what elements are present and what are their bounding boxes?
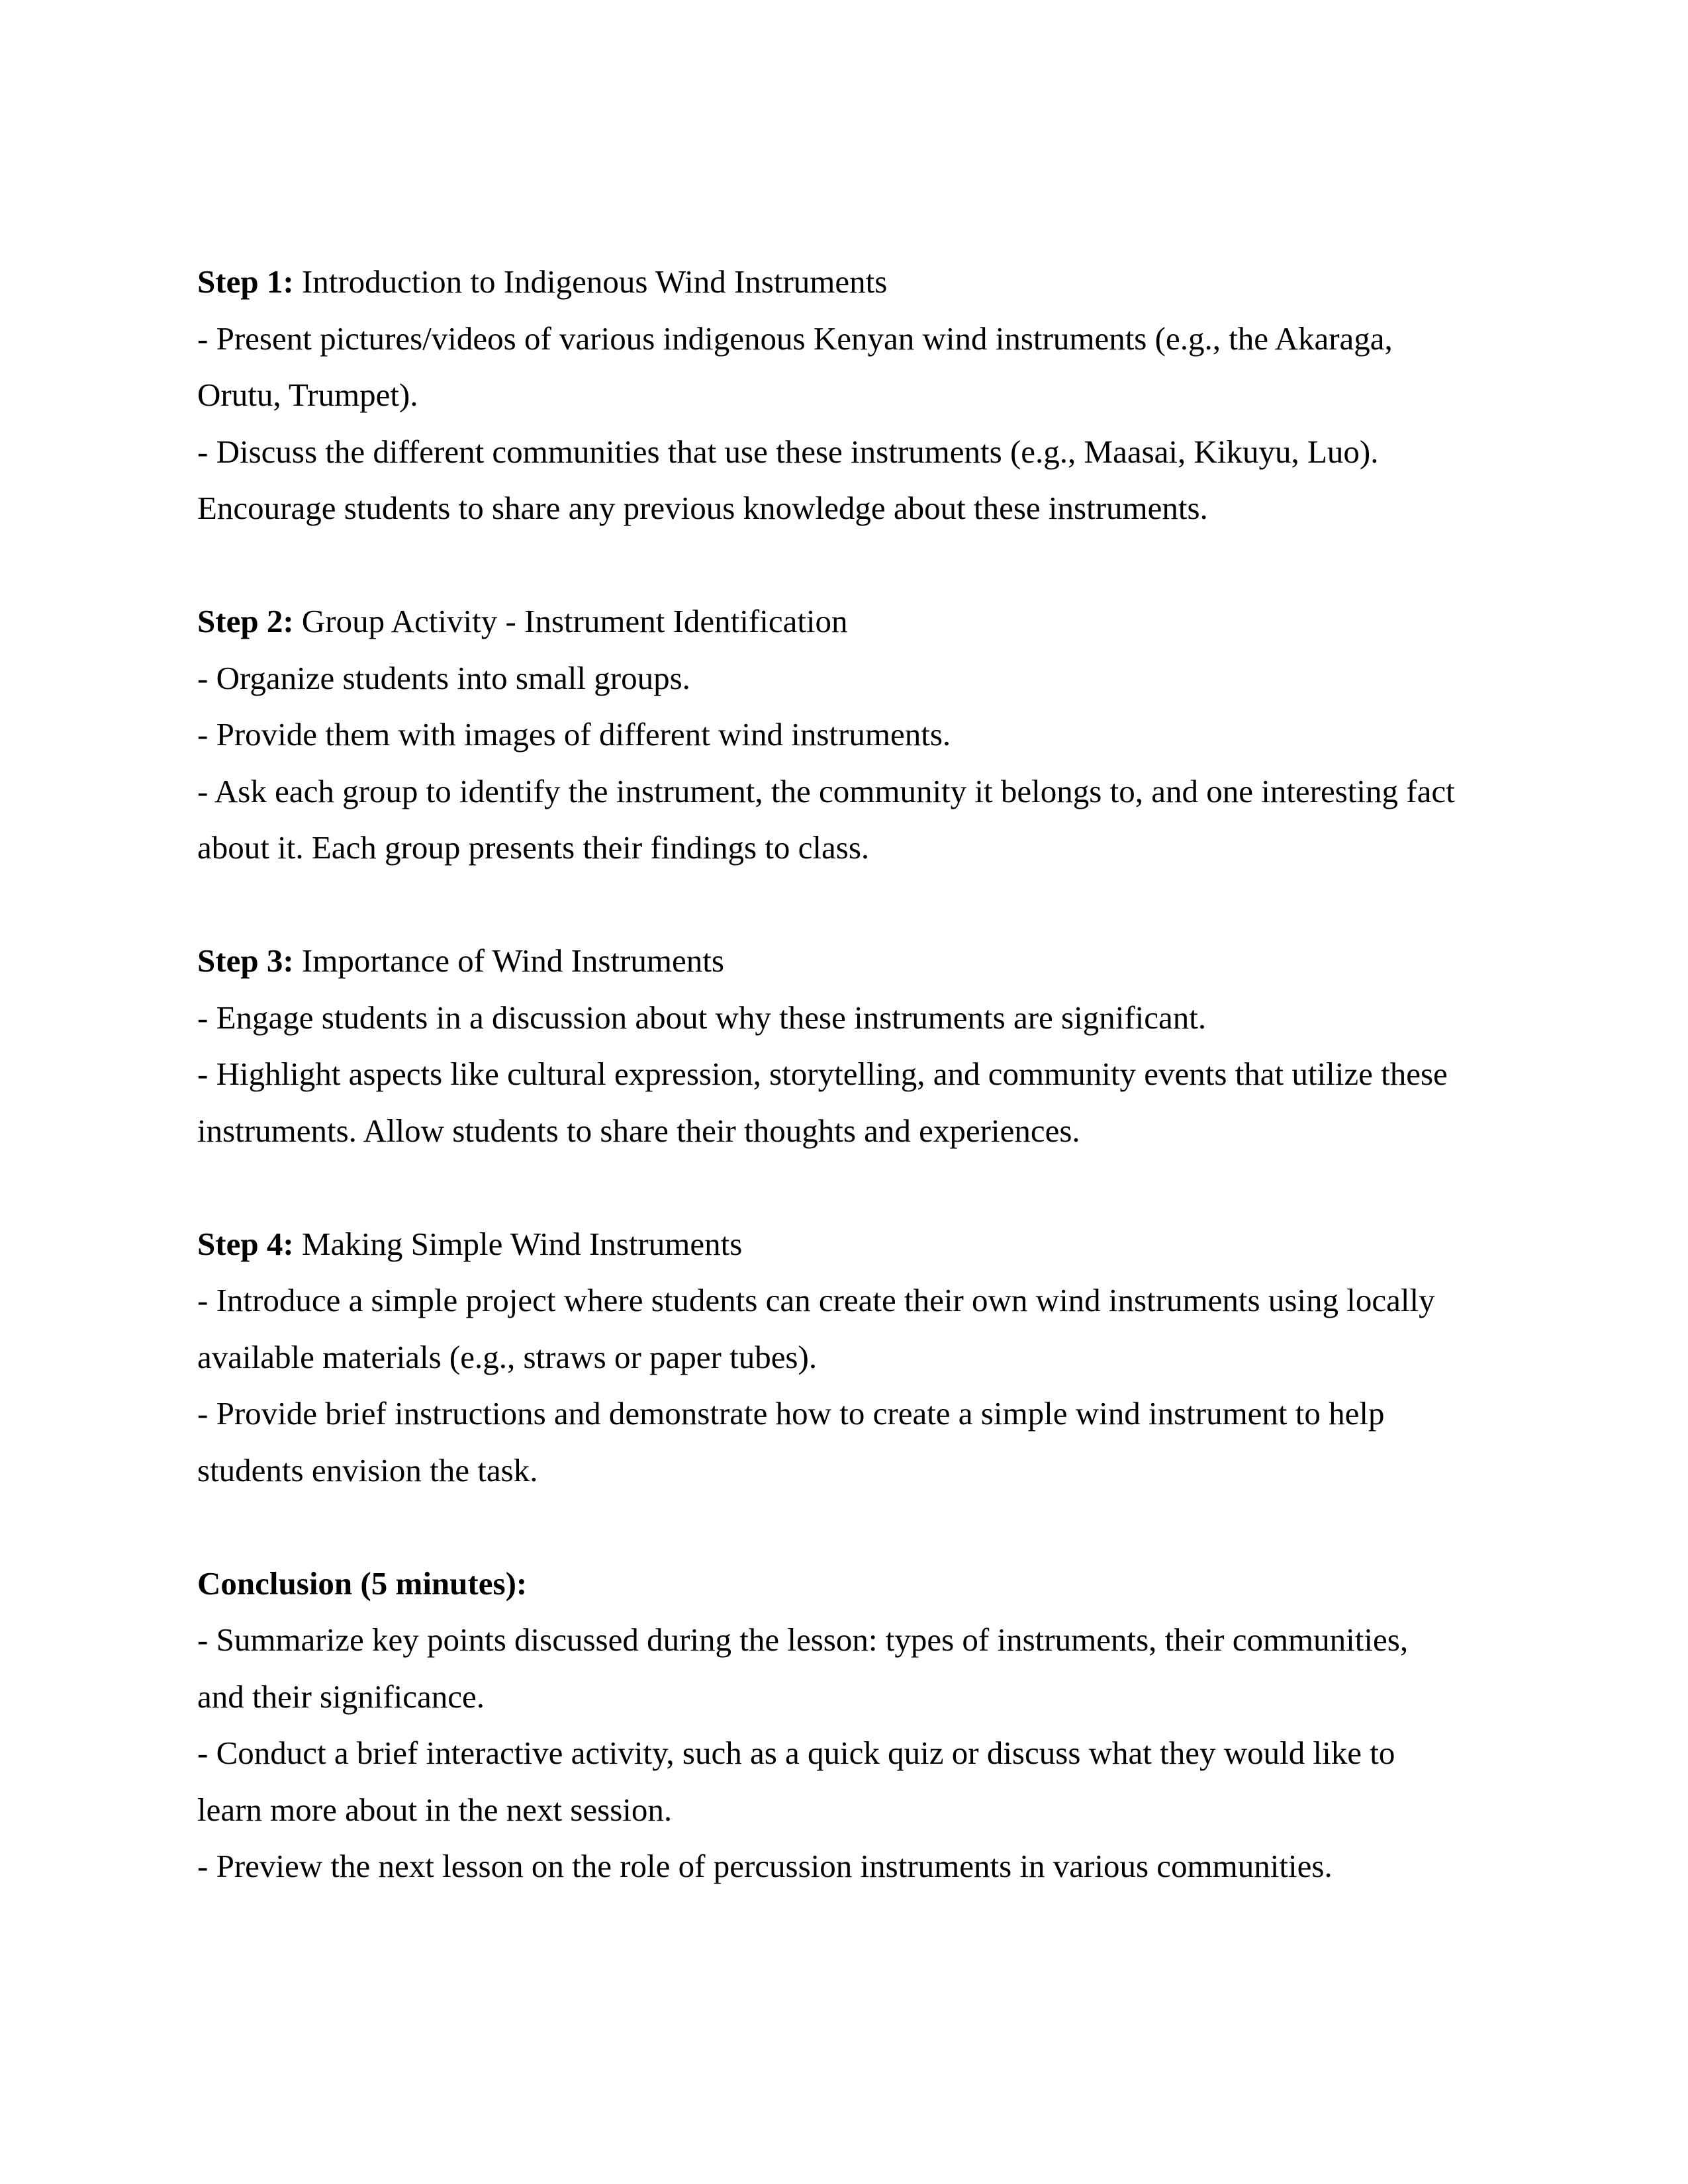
body-line: learn more about in the next session. [197,1791,673,1828]
body-line: Orutu, Trumpet). [197,377,418,413]
section-label: Step 1: [197,263,294,300]
body-line: - Provide brief instructions and demonstrate how to create a simple wind instrument to help [197,1395,1385,1432]
body-line: - Introduce a simple project where students can create their own wind instruments using locally [197,1282,1435,1318]
section-title: Introduction to Indigenous Wind Instruments [293,263,888,300]
section-step-1 [197,253,1521,537]
body-line: - Organize students into small groups. [197,659,690,696]
body-line: about it. Each group presents their findings to class. [197,829,870,866]
body-line: instruments. Allow students to share their thoughts and experiences. [197,1112,1080,1149]
section-heading [197,253,1521,310]
body-line: - Provide them with images of different wind instruments. [197,716,951,752]
body-line: Encourage students to share any previous knowledge about these instruments. [197,490,1208,526]
section-title: Making Simple Wind Instruments [293,1225,743,1262]
body-line: - Ask each group to identify the instrument, the community it belongs to, and one interesting fact [197,772,1455,809]
body-line: - Present pictures/videos of various indigenous Kenyan wind instruments (e.g., the Akaraga, [197,320,1393,357]
section-heading [197,1216,1521,1273]
body-line: - Discuss the different communities that use these instruments (e.g., Maasai, Kikuyu, Luo). [197,433,1379,470]
body-line: - Engage students in a discussion about why these instruments are significant. [197,999,1207,1036]
section-title: Importance of Wind Instruments [293,942,724,979]
section-step-2 [197,593,1521,876]
body-line: - Summarize key points discussed during the lesson: types of instruments, their communities, [197,1621,1409,1658]
section-step-3 [197,933,1521,1159]
body-line: and their significance. [197,1678,485,1715]
section-conclusion [197,1555,1521,1895]
body-line: - Conduct a brief interactive activity, such as a quick quiz or discuss what they would like to [197,1735,1395,1771]
body-line: - Preview the next lesson on the role of percussion instruments in various communities. [197,1848,1333,1884]
body-line: available materials (e.g., straws or paper tubes). [197,1338,818,1375]
body-line: - Highlight aspects like cultural expression, storytelling, and community events that utilize these [197,1056,1448,1092]
section-label: Conclusion (5 minutes): [197,1565,528,1602]
section-label: Step 2: [197,603,294,639]
document-page [197,253,1521,1951]
section-title: Group Activity - Instrument Identification [293,603,848,639]
section-heading [197,933,1521,989]
section-heading [197,1555,1521,1612]
section-label: Step 4: [197,1225,294,1262]
section-step-4 [197,1216,1521,1499]
body-line: students envision the task. [197,1451,538,1488]
section-label: Step 3: [197,942,294,979]
section-heading [197,593,1521,650]
